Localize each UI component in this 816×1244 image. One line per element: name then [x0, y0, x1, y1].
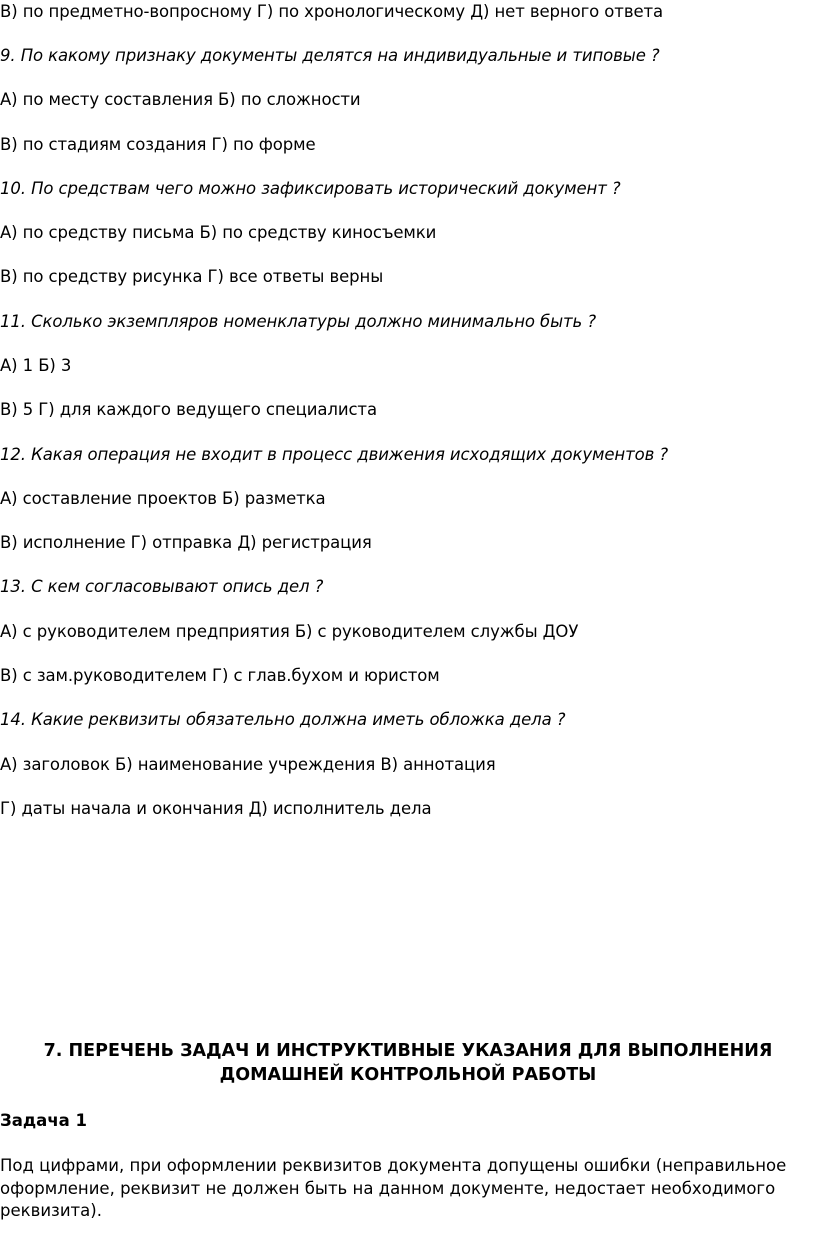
answer-line: В) по предметно-вопросному Г) по хронологическому Д) нет верного ответа: [0, 2, 664, 21]
answer-line: В) по стадиям создания Г) по форме: [0, 135, 316, 154]
answer-line: В) исполнение Г) отправка Д) регистрация: [0, 533, 372, 552]
question-line: 9. По какому признаку документы делятся на индивидуальные и типовые ?: [0, 46, 660, 65]
question-line: 13. С кем согласовывают опись дел ?: [0, 577, 324, 596]
question-line: 12. Какая операция не входит в процесс движения исходящих документов ?: [0, 445, 669, 464]
answer-line: А) по средству письма Б) по средству киносъемки: [0, 223, 437, 242]
section-heading-line-1: 7. ПЕРЕЧЕНЬ ЗАДАЧ И ИНСТРУКТИВНЫЕ УКАЗАНИЯ ДЛЯ ВЫПОЛНЕНИЯ: [43, 1041, 773, 1061]
answer-line: А) с руководителем предприятия Б) с руководителем службы ДОУ: [0, 622, 579, 641]
task-description: Под цифрами, при оформлении реквизитов документа допущены ошибки (неправильное оформление, реквизит не должен быть на данном документе, недостает необходимого реквизита).: [0, 1156, 787, 1220]
answer-line: А) составление проектов Б) разметка: [0, 489, 326, 508]
answer-line: А) заголовок Б) наименование учреждения В) аннотация: [0, 755, 496, 774]
question-line: 10. По средствам чего можно зафиксировать исторический документ ?: [0, 179, 621, 198]
section-heading: [0, 1039, 816, 1087]
answer-line: Г) даты начала и окончания Д) исполнитель дела: [0, 799, 432, 818]
task-title: Задача 1: [0, 1111, 88, 1130]
answer-line: В) по средству рисунка Г) все ответы верны: [0, 267, 384, 286]
answer-line: А) по месту составления Б) по сложности: [0, 90, 361, 109]
section-heading-line-2: ДОМАШНЕЙ КОНТРОЛЬНОЙ РАБОТЫ: [219, 1065, 597, 1085]
answer-line: В) с зам.руководителем Г) с глав.бухом и юристом: [0, 666, 440, 685]
answer-line: А) 1 Б) 3: [0, 356, 72, 375]
question-line: 11. Сколько экземпляров номенклатуры должно минимально быть ?: [0, 312, 596, 331]
question-line: 14. Какие реквизиты обязательно должна иметь обложка дела ?: [0, 710, 566, 729]
answer-line: В) 5 Г) для каждого ведущего специалиста: [0, 400, 377, 419]
